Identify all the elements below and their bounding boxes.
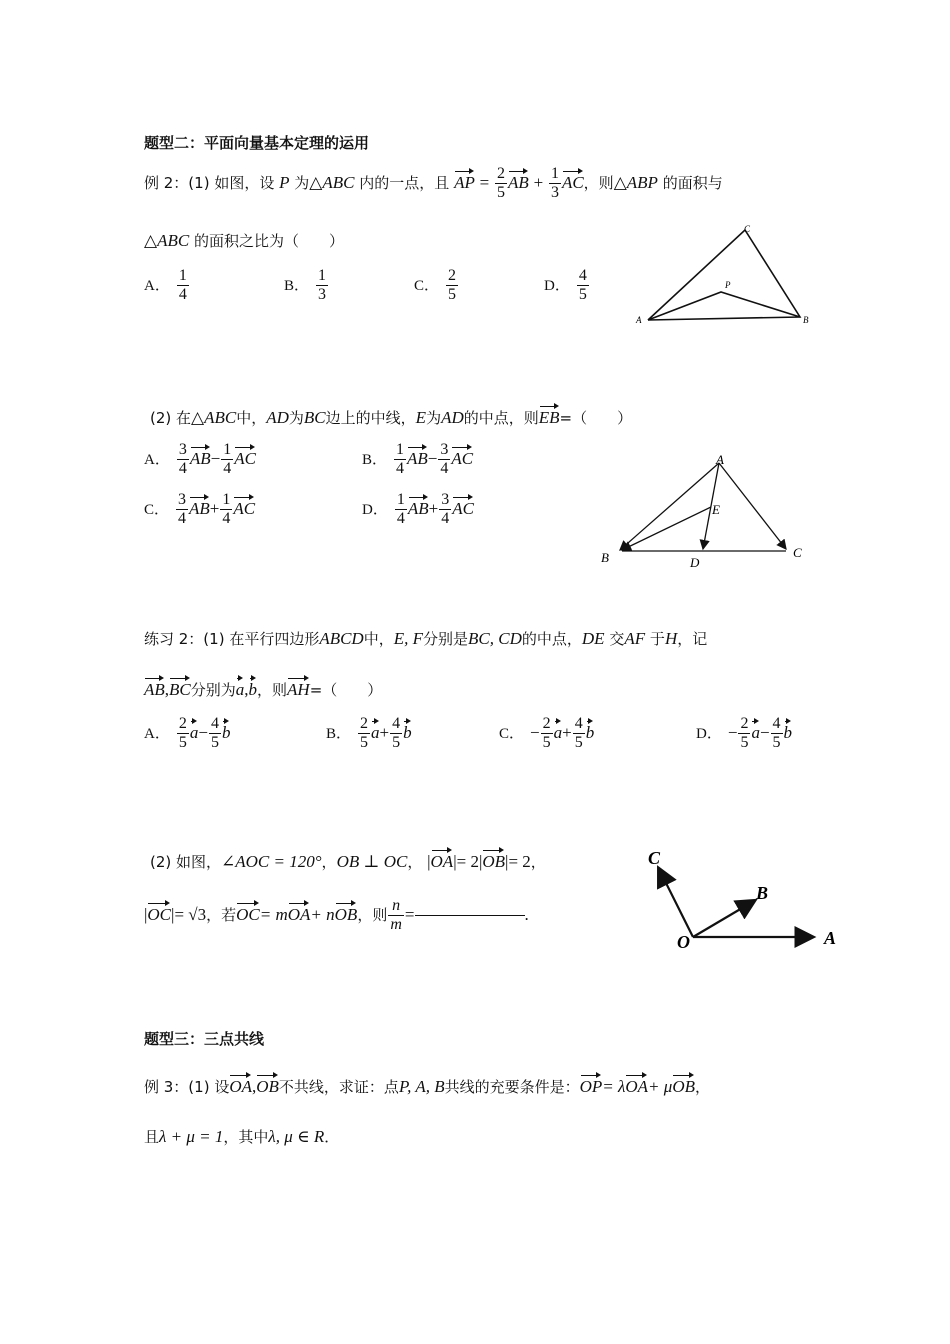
fig1-label-b: B (803, 315, 809, 325)
fig2-label-a: A (716, 452, 724, 467)
pr2-option-d[interactable]: D． − $\frac{2}{5}$ a− $\frac{4}{5}$ b (696, 715, 793, 751)
ex2b-option-b[interactable]: B． $\frac{1}{4}$ AB− $\frac{3}{4}$ AC (362, 441, 474, 477)
ex2-option-a[interactable]: A． $\frac{1}{4}$ (144, 267, 187, 303)
figure-triangle-abp (630, 220, 820, 330)
fig2-label-b: B (601, 550, 609, 565)
pr2-option-b[interactable]: B． $\frac{2}{5}$ a+ $\frac{4}{5}$ b (326, 715, 412, 751)
figure-triangle-median (592, 450, 812, 575)
ex2-option-b[interactable]: B． $\frac{1}{3}$ (284, 267, 327, 303)
pr2b-question-line1: (2) 如图，∠AOC = 120°，OB ⊥ OC， |OA|= 2|OB|= 2， (150, 848, 546, 872)
figure-vectors-oabc (640, 844, 845, 954)
fig3-label-o: O (677, 932, 690, 952)
fig3-label-b: B (756, 883, 769, 903)
section-title-3: 题型三：三点共线 (144, 1030, 265, 1048)
pr2-question-line2: AB,BC分别为a,b，则AH=（ ） (144, 676, 382, 700)
answer-blank[interactable] (415, 915, 525, 916)
ex2b-option-c[interactable]: C． $\frac{3}{4}$ AB+ $\frac{1}{4}$ AC (144, 491, 256, 527)
pr2-option-a[interactable]: A． $\frac{2}{5}$ a− $\frac{4}{5}$ b (144, 715, 231, 751)
pr2-question-line1: 练习 2：(1) 在平行四边形ABCD中，E, F分别是BC, CD的中点，DE 交AF 于H，记 (144, 629, 708, 648)
fig3-label-c: C (648, 848, 661, 868)
pr2-option-c[interactable]: C． − $\frac{2}{5}$ a+ $\frac{4}{5}$ b (499, 715, 595, 751)
fig2-label-e: E (712, 502, 720, 517)
pr2b-question-line2: |OC|= √3，若OC= mOA+ nOB，则 $\frac{n}{m}$ = . (144, 897, 529, 933)
ex2-question-line2: △ABC 的面积之比为（ ） (144, 231, 344, 250)
ex2-option-d[interactable]: D． $\frac{4}{5}$ (544, 267, 587, 303)
fig3-label-a: A (824, 928, 837, 948)
ex3-question-line1: 例 3：(1) 设OA,OB不共线，求证：点P, A, B共线的充要条件是：OP= λOA+ μOB， (144, 1073, 710, 1097)
fig1-label-p: P (725, 280, 731, 290)
section-title-2: 题型二：平面向量基本定理的运用 (144, 134, 370, 152)
ex2b-option-a[interactable]: A． $\frac{3}{4}$ AB− $\frac{1}{4}$ AC (144, 441, 256, 477)
fig2-label-c: C (793, 545, 802, 560)
fig1-label-c: C (744, 224, 751, 234)
fig2-label-d: D (690, 555, 700, 570)
ex2-option-c[interactable]: C． $\frac{2}{5}$ (414, 267, 457, 303)
ex2-question-line1: 例 2：(1) 如图，设 P 为△ABC 内的一点，且 AP = $\frac{2}{5}$ AB + $\frac{1}{3}$ AC，则△ABP 的面积与 (144, 165, 723, 201)
ex3-question-line2: 且λ + μ = 1，其中λ, μ ∈ R． (144, 1127, 340, 1146)
ex2b-option-d[interactable]: D． $\frac{1}{4}$ AB+ $\frac{3}{4}$ AC (362, 491, 474, 527)
fig1-label-a: A (636, 315, 642, 325)
ex2b-question: (2) 在△ABC中，AD为BC边上的中线，E为AD的中点，则EB=（ ） (150, 404, 632, 428)
